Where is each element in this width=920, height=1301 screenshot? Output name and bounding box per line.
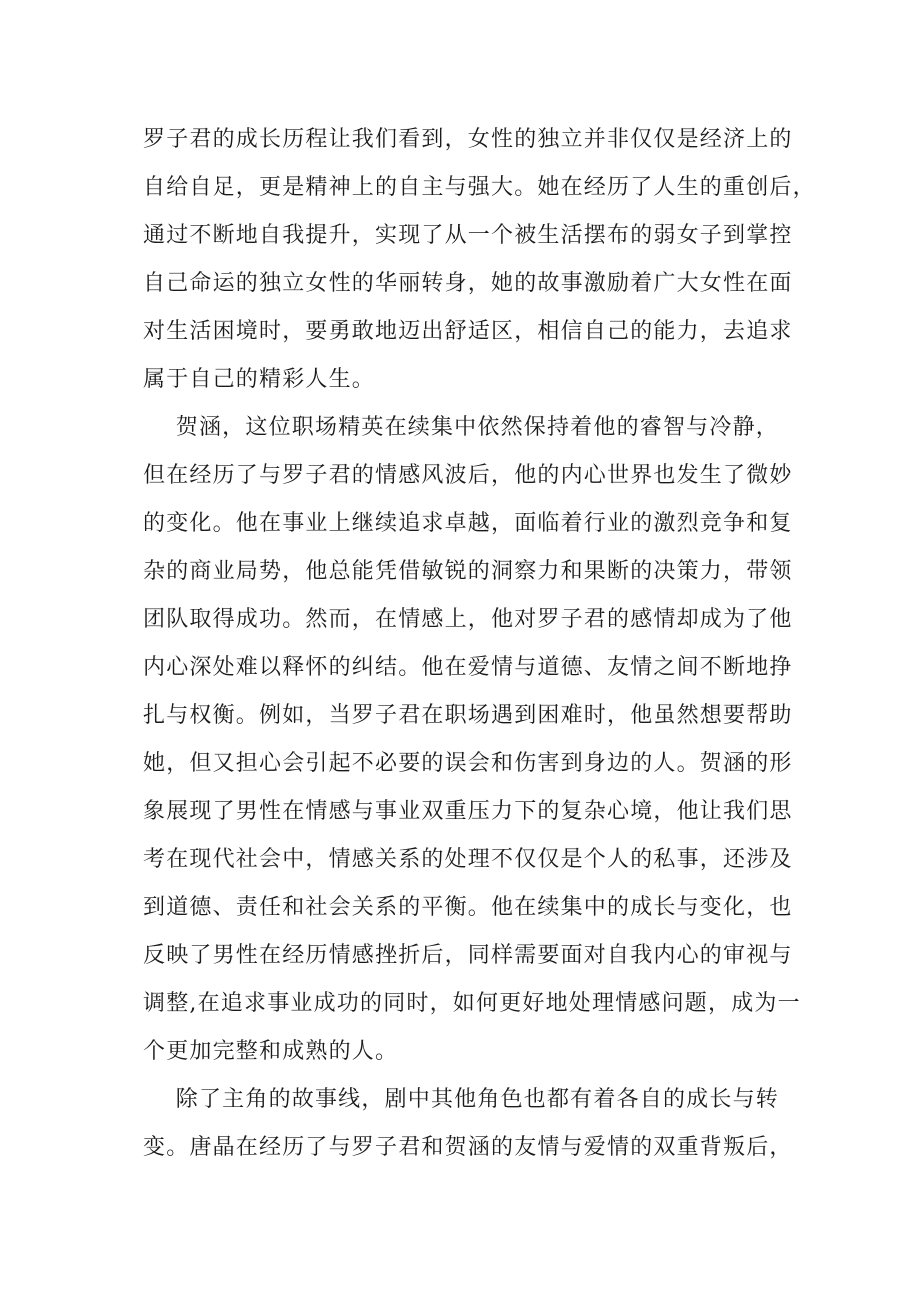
text-line: 罗子君的成长历程让我们看到，女性的独立并非仅仅是经济上的 xyxy=(143,127,793,152)
text-line: 属于自己的精彩人生。 xyxy=(143,367,376,392)
text-line: 通过不断地自我提升，实现了从一个被生活摆布的弱女子到掌控 xyxy=(143,223,793,248)
paragraph-other-characters xyxy=(143,1076,793,1172)
text-line: 象展现了男性在情感与事业双重压力下的复杂心境，他让我们思 xyxy=(143,799,793,824)
text-line: 扎与权衡。例如，当罗子君在职场遇到困难时，他虽然想要帮助 xyxy=(143,703,793,728)
text-line: 到道德、责任和社会关系的平衡。他在续集中的成长与变化，也 xyxy=(143,895,793,920)
text-line: 的变化。他在事业上继续追求卓越，面临着行业的激烈竞争和复 xyxy=(143,511,793,536)
text-line: 自给自足，更是精神上的自主与强大。她在经历了人生的重创后， xyxy=(143,175,816,200)
text-line: 个更加完整和成熟的人。 xyxy=(143,1039,399,1064)
text-line: 团队取得成功。然而，在情感上，他对罗子君的感情却成为了他 xyxy=(143,607,793,632)
text-line: 自己命运的独立女性的华丽转身，她的故事激励着广大女性在面 xyxy=(143,271,793,296)
text-line: 变。唐晶在经历了与罗子君和贺涵的友情与爱情的双重背叛后， xyxy=(143,1135,793,1160)
text-line: 但在经历了与罗子君的情感风波后，他的内心世界也发生了微妙 xyxy=(143,463,793,488)
text-line: 她，但又担心会引起不必要的误会和伤害到身边的人。贺涵的形 xyxy=(143,751,793,776)
text-line: 反映了男性在经历情感挫折后，同样需要面对自我内心的审视与 xyxy=(143,943,793,968)
document-body xyxy=(143,116,816,1172)
text-line: 除了主角的故事线，剧中其他角色也都有着各自的成长与转 xyxy=(143,1087,779,1112)
paragraph-he-han xyxy=(143,404,801,1076)
text-line: 贺涵，这位职场精英在续集中依然保持着他的睿智与冷静， xyxy=(143,415,779,440)
text-line: 对生活困境时，要勇敢地迈出舒适区，相信自己的能力，去追求 xyxy=(143,319,793,344)
text-line: 内心深处难以释怀的纠结。他在爱情与道德、友情之间不断地挣 xyxy=(143,655,793,680)
text-line: 杂的商业局势，他总能凭借敏锐的洞察力和果断的决策力，带领 xyxy=(143,559,793,584)
paragraph-luo-zijun-growth xyxy=(143,116,816,404)
text-line: 考在现代社会中，情感关系的处理不仅仅是个人的私事，还涉及 xyxy=(143,847,793,872)
text-line: 调整,在追求事业成功的同时，如何更好地处理情感问题，成为一 xyxy=(143,991,801,1016)
